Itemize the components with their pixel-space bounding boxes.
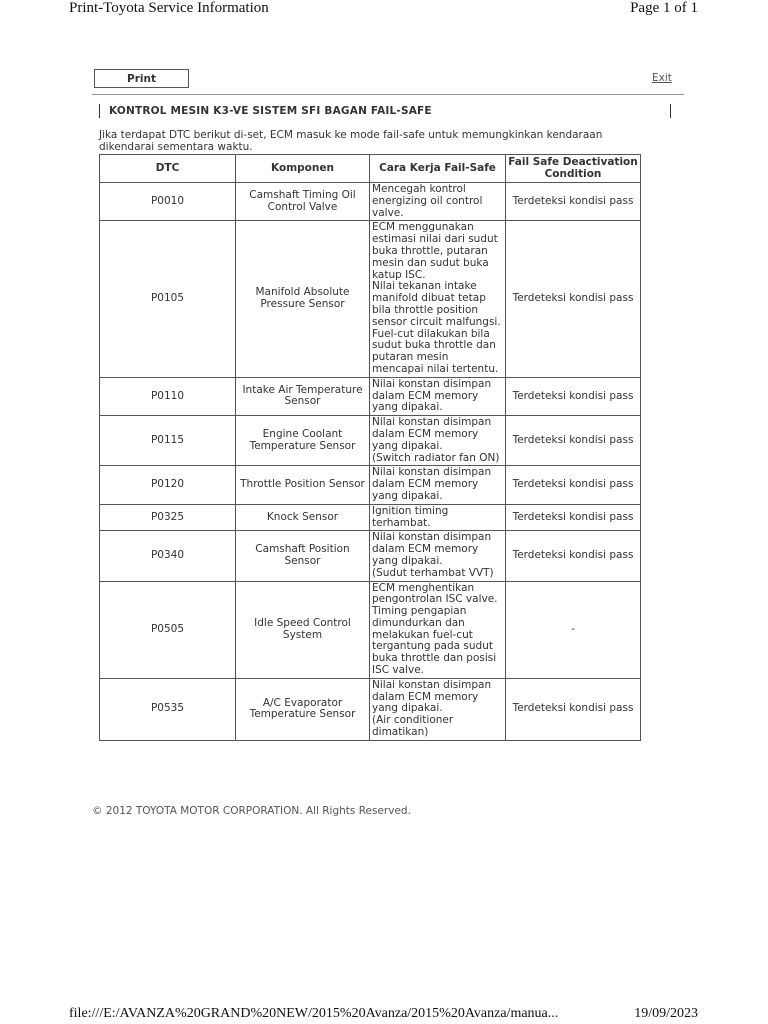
table-row	[100, 531, 641, 581]
condition-cell: Terdeteksi kondisi pass	[506, 221, 641, 377]
cara-cell: Nilai konstan disimpan dalam ECM memory yang dipakai. (Air conditioner dimatikan)	[370, 678, 506, 740]
cara-cell: Nilai konstan disimpan dalam ECM memory yang dipakai. (Sudut terhambat VVT)	[370, 531, 506, 581]
cara-cell: Nilai konstan disimpan dalam ECM memory yang dipakai. (Switch radiator fan ON)	[370, 416, 506, 466]
condition-cell: Terdeteksi kondisi pass	[506, 466, 641, 504]
komponen-cell: Throttle Position Sensor	[236, 466, 370, 504]
condition-cell: Terdeteksi kondisi pass	[506, 377, 641, 415]
condition-cell: Terdeteksi kondisi pass	[506, 678, 641, 740]
cara-cell: Nilai konstan disimpan dalam ECM memory yang dipakai.	[370, 377, 506, 415]
page-title: KONTROL MESIN K3-VE SISTEM SFI BAGAN FAIL-SAFE	[99, 104, 671, 118]
table-row	[100, 183, 641, 221]
dtc-cell: P0505	[100, 581, 236, 678]
divider	[92, 94, 684, 95]
komponen-cell: Knock Sensor	[236, 504, 370, 531]
komponen-cell: Intake Air Temperature Sensor	[236, 377, 370, 415]
dtc-cell: P0120	[100, 466, 236, 504]
condition-cell: Terdeteksi kondisi pass	[506, 531, 641, 581]
cara-cell: Nilai konstan disimpan dalam ECM memory yang dipakai.	[370, 466, 506, 504]
column-header-komponen: Komponen	[236, 155, 370, 183]
dtc-cell: P0010	[100, 183, 236, 221]
dtc-cell: P0115	[100, 416, 236, 466]
komponen-cell: Engine Coolant Temperature Sensor	[236, 416, 370, 466]
condition-cell: -	[506, 581, 641, 678]
cara-cell: ECM menghentikan pengontrolan ISC valve. Timing pengapian dimundurkan dan melakukan fuel-cut tergantung pada sudut buka throttle dan posisi ISC valve.	[370, 581, 506, 678]
dtc-cell: P0340	[100, 531, 236, 581]
cara-cell: Ignition timing terhambat.	[370, 504, 506, 531]
komponen-cell: Manifold Absolute Pressure Sensor	[236, 221, 370, 377]
condition-cell: Terdeteksi kondisi pass	[506, 183, 641, 221]
print-button[interactable]: Print	[94, 69, 189, 88]
table-header-row	[100, 155, 641, 183]
dtc-cell: P0535	[100, 678, 236, 740]
table-row	[100, 504, 641, 531]
condition-cell: Terdeteksi kondisi pass	[506, 416, 641, 466]
komponen-cell: A/C Evaporator Temperature Sensor	[236, 678, 370, 740]
cara-cell: ECM menggunakan estimasi nilai dari sudut buka throttle, putaran mesin dan sudut buka katup ISC. Nilai tekanan intake manifold dibuat tetap bila throttle position sensor circuit malfungsi. Fuel-cut dilakukan bila sudut buka throttle dan putaran mesin mencapai nilai tertentu.	[370, 221, 506, 377]
print-header-title: Print-Toyota Service Information	[69, 0, 269, 16]
komponen-cell: Camshaft Position Sensor	[236, 531, 370, 581]
table-row	[100, 581, 641, 678]
dtc-cell: P0110	[100, 377, 236, 415]
table-row	[100, 466, 641, 504]
komponen-cell: Camshaft Timing Oil Control Valve	[236, 183, 370, 221]
copyright-text: © 2012 TOYOTA MOTOR CORPORATION. All Rights Reserved.	[92, 805, 411, 817]
cara-cell: Mencegah kontrol energizing oil control valve.	[370, 183, 506, 221]
dtc-cell: P0325	[100, 504, 236, 531]
table-row	[100, 416, 641, 466]
print-header-page: Page 1 of 1	[630, 0, 698, 16]
fail-safe-table	[99, 154, 641, 741]
dtc-cell: P0105	[100, 221, 236, 377]
intro-text: Jika terdapat DTC berikut di-set, ECM masuk ke mode fail-safe untuk memungkinkan kendaraan dikendarai sementara waktu.	[99, 129, 603, 153]
table-row	[100, 678, 641, 740]
column-header-cara: Cara Kerja Fail-Safe	[370, 155, 506, 183]
footer-date: 19/09/2023	[634, 1006, 698, 1021]
table-row	[100, 377, 641, 415]
exit-link[interactable]: Exit	[652, 72, 672, 84]
column-header-condition: Fail Safe Deactivation Condition	[506, 155, 641, 183]
footer-url: file:///E:/AVANZA%20GRAND%20NEW/2015%20Avanza/2015%20Avanza/manua...	[69, 1006, 559, 1021]
table-row	[100, 221, 641, 377]
komponen-cell: Idle Speed Control System	[236, 581, 370, 678]
condition-cell: Terdeteksi kondisi pass	[506, 504, 641, 531]
column-header-dtc: DTC	[100, 155, 236, 183]
